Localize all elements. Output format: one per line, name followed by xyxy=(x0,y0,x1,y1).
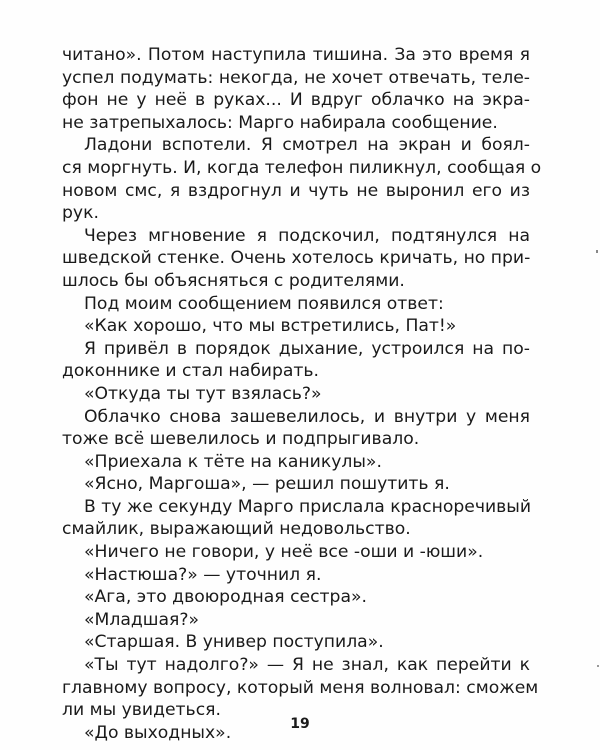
text-line: Через мгновение я подскочил, подтянулся на xyxy=(84,225,530,246)
text-line: «До выходных». xyxy=(84,722,232,743)
text-line: рук. xyxy=(62,203,99,224)
body-text xyxy=(62,44,542,744)
text-line: доконнике и стал набирать. xyxy=(62,361,320,382)
text-line: «Как хорошо, что мы встретились, Пат!» xyxy=(84,316,457,337)
text-line: читано». Потом наступила тишина. За это время я xyxy=(62,45,530,65)
text-line: Я привёл в порядок дыхание, устроился на по- xyxy=(84,338,530,359)
text-line: ли мы увидеться. xyxy=(62,700,221,721)
scan-speck xyxy=(597,665,599,667)
text-line: смайлик, выражающий недовольство. xyxy=(62,519,411,540)
text-line: не затрепыхалось: Марго набирала сообщение. xyxy=(62,112,498,133)
text-line: шлось бы объясняться с родителями. xyxy=(62,270,405,291)
text-line: Облачко снова зашевелилось, и внутри у меня xyxy=(84,406,530,427)
text-line: Ладони вспотели. Я смотрел на экран и боял- xyxy=(84,135,530,156)
text-line: главному вопросу, который меня волновал: сможем xyxy=(62,677,539,698)
text-line: «Настюша?» — уточнил я. xyxy=(84,564,322,585)
text-line: «Откуда ты тут взялась?» xyxy=(84,383,322,404)
text-line: «Младшая?» xyxy=(84,609,199,630)
text-line: В ту же секунду Марго прислала красноречивый xyxy=(84,496,532,517)
text-line: «Ясно, Маргоша», — решил пошутить я. xyxy=(84,474,450,495)
text-line: успел подумать: некогда, не хочет отвечать, теле- xyxy=(62,67,530,88)
text-line: фон не у неё в руках... И вдруг облачко на экра- xyxy=(62,90,530,111)
text-line: «Ты тут надолго?» — Я не знал, как перейти к xyxy=(84,655,530,676)
scan-speck xyxy=(596,250,598,253)
text-line: шведской стенке. Очень хотелось кричать, но при- xyxy=(62,248,531,269)
text-line: ся моргнуть. И, когда телефон пиликнул, сообщая о xyxy=(62,157,542,178)
text-line: «Приехала к тёте на каникулы». xyxy=(84,451,382,472)
text-line: «Ага, это двоюродная сестра». xyxy=(84,587,367,608)
text-line: новом смс, я вздрогнул и чуть не выронил его из xyxy=(62,180,530,201)
page-number: 19 xyxy=(290,716,310,732)
text-line: «Старшая. В универ поступила». xyxy=(84,632,384,653)
text-line: «Ничего не говори, у неё все -оши и -юши». xyxy=(84,542,484,563)
text-line: тоже всё шевелилось и подпрыгивало. xyxy=(62,429,420,450)
text-line: Под моим сообщением появился ответ: xyxy=(84,293,444,314)
